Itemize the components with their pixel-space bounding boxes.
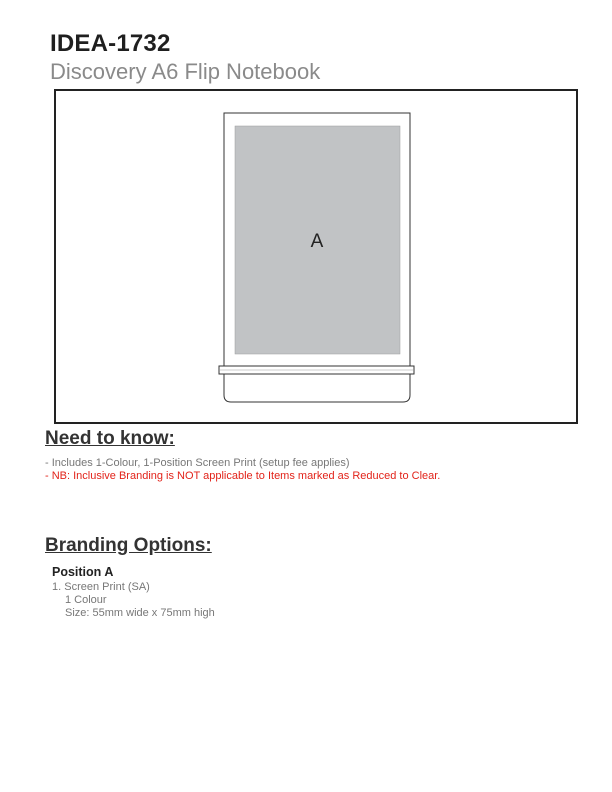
product-diagram-frame (54, 89, 578, 424)
need-to-know-title: Need to know: (45, 428, 175, 449)
product-code: IDEA-1732 (50, 30, 171, 57)
notebook-diagram (56, 91, 576, 422)
product-name: Discovery A6 Flip Notebook (50, 59, 321, 84)
need-to-know-warning: - NB: Inclusive Branding is NOT applicable to Items marked as Reduced to Clear. (45, 470, 441, 482)
print-area-label: A (310, 231, 324, 252)
need-to-know-line-1: - Includes 1-Colour, 1-Position Screen Print (setup fee applies) (45, 457, 350, 469)
branding-method: 1. Screen Print (SA) (52, 581, 150, 593)
branding-size: Size: 55mm wide x 75mm high (65, 607, 215, 619)
position-a-title: Position A (52, 565, 114, 579)
branding-options-title: Branding Options: (45, 535, 212, 556)
branding-colours: 1 Colour (65, 594, 107, 606)
